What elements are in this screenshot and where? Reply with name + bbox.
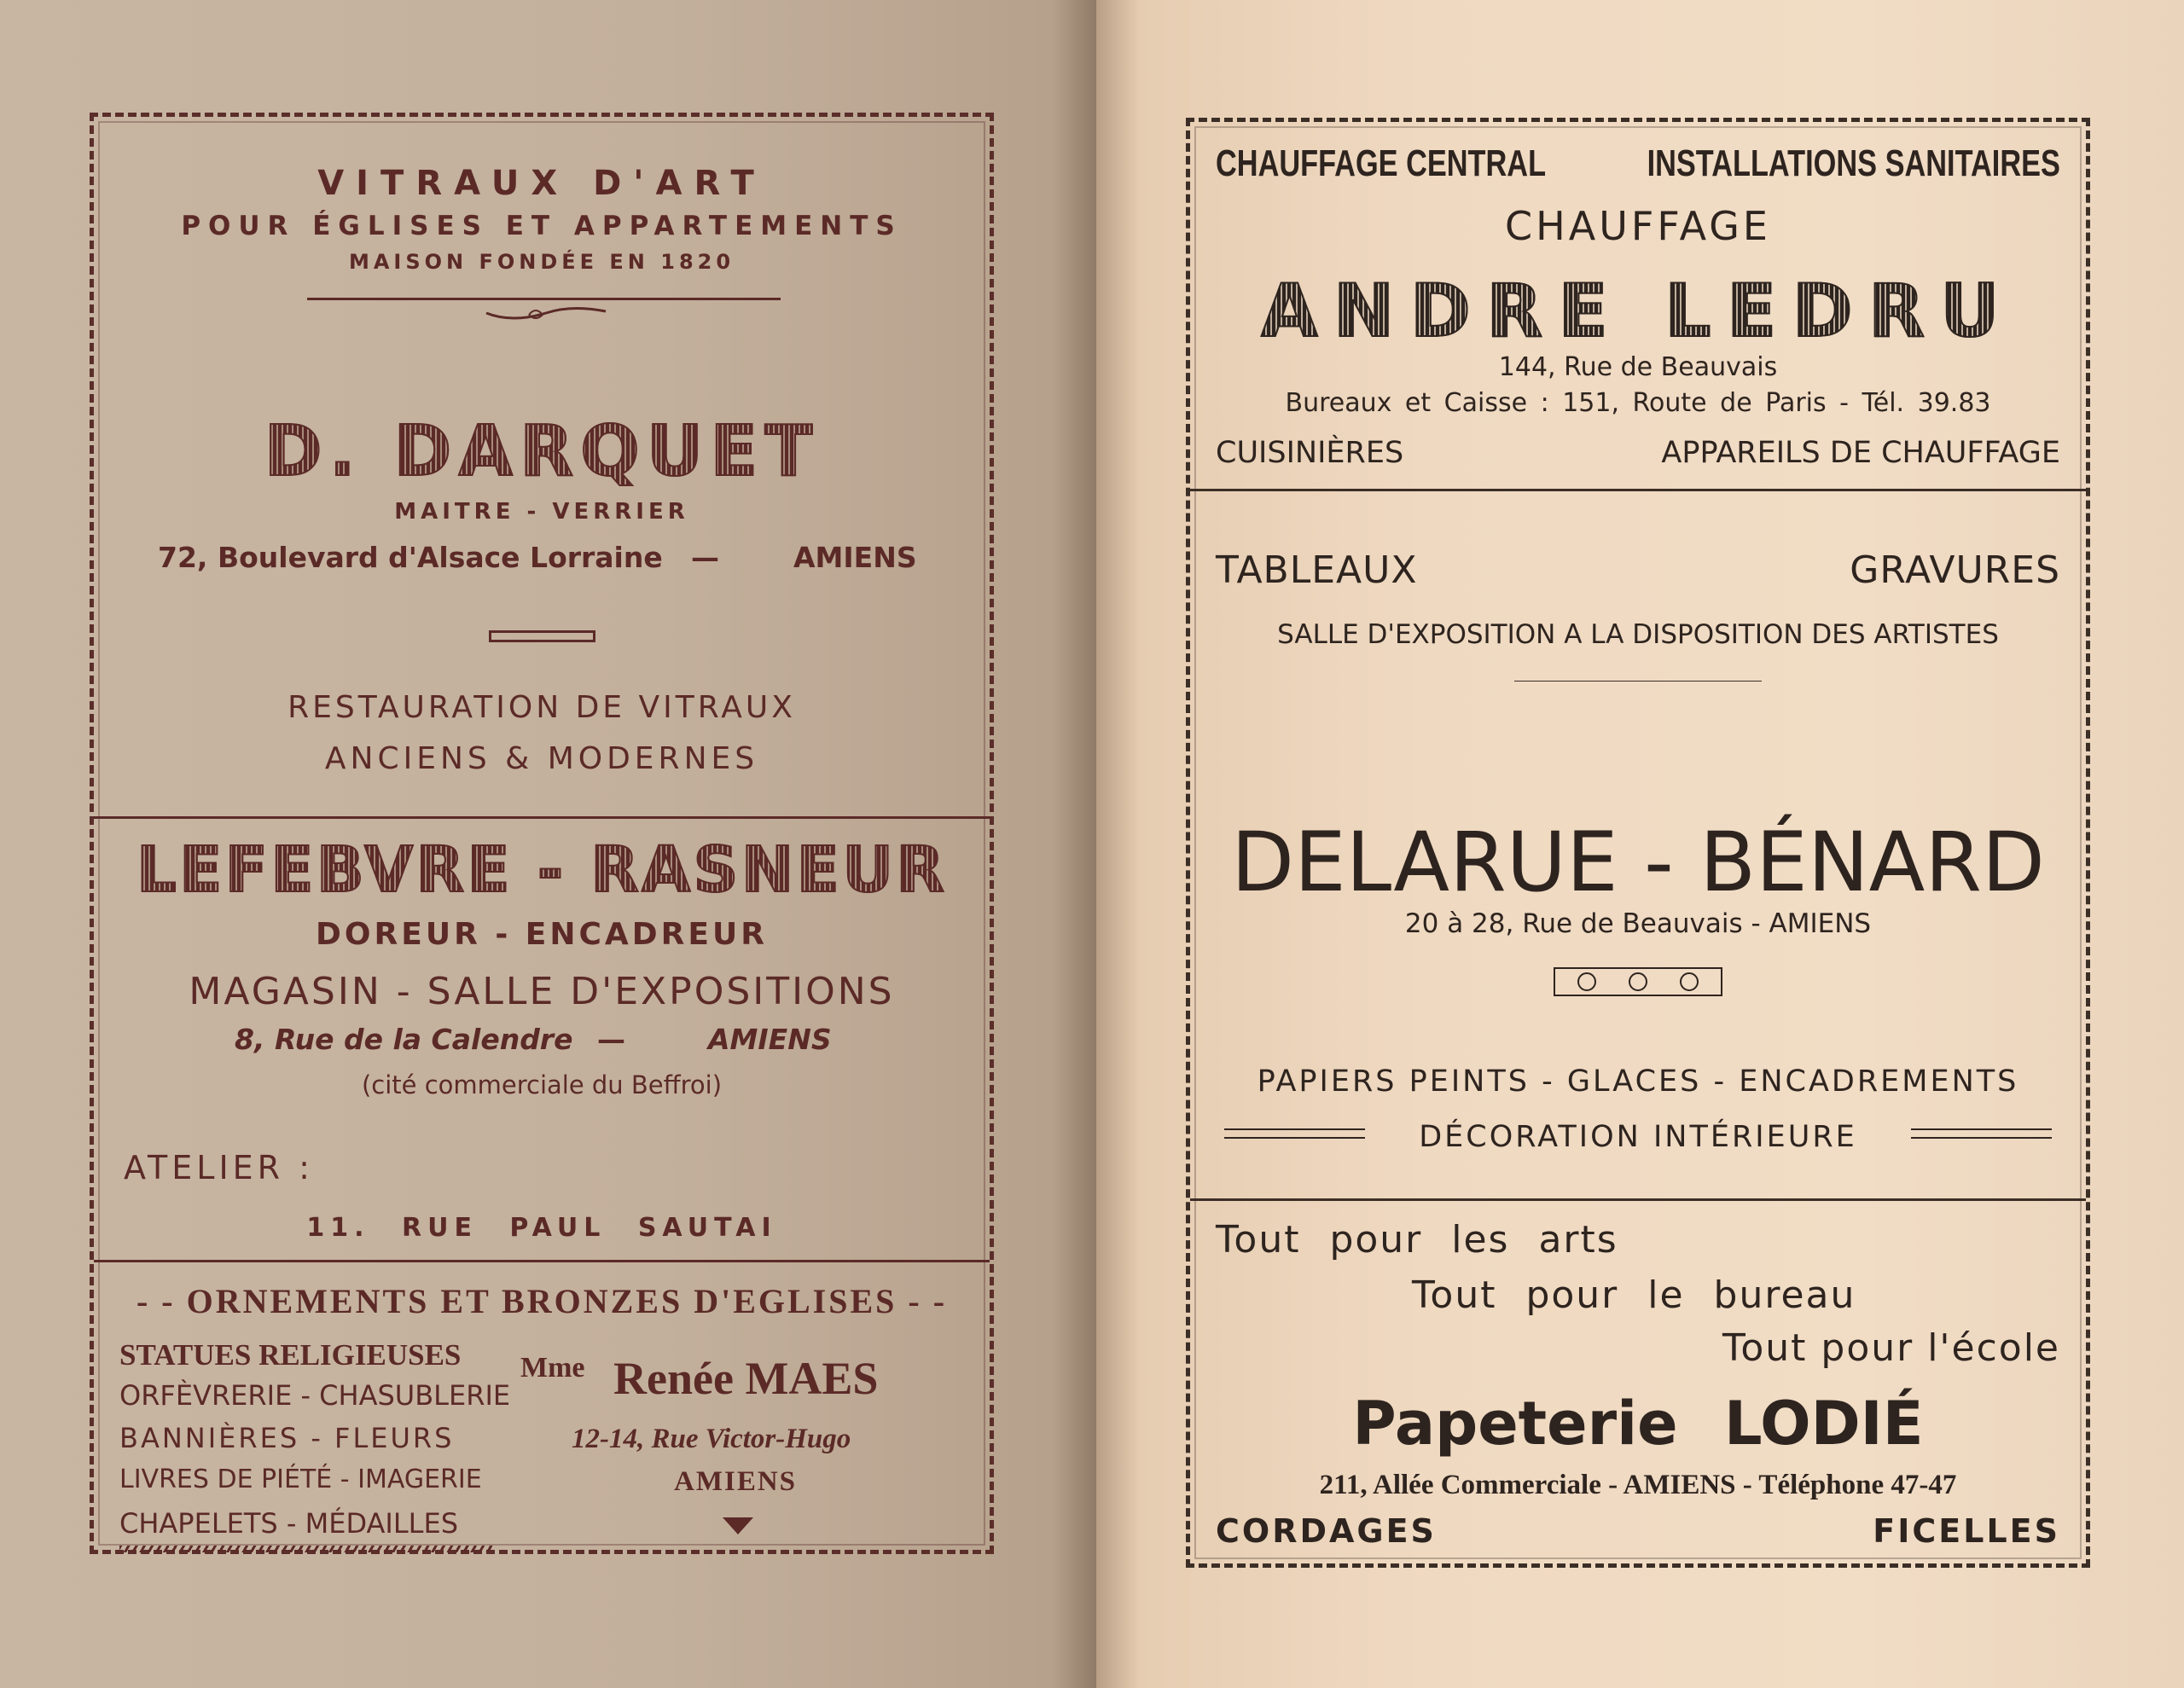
- darquet-name: D. DARQUET: [94, 411, 990, 492]
- lefebvre-address-city: AMIENS: [708, 1023, 832, 1056]
- section-divider-2: [94, 1260, 990, 1262]
- small-rule: [1514, 681, 1762, 682]
- ledru-name: ANDRE LEDRU: [1190, 269, 2086, 354]
- lefebvre-cite: (cité commerciale du Beffroi): [361, 1070, 723, 1099]
- delarue-name: DELARUE - BÉNARD: [1231, 815, 2045, 910]
- delarue-left-tag: TABLEAUX: [1216, 548, 1418, 592]
- section-divider-2: [1190, 1198, 2086, 1201]
- ledru-left-tag: CHAUFFAGE CENTRAL: [1216, 142, 1547, 184]
- ledru-address: 144, Rue de Beauvais: [1498, 352, 1778, 382]
- maes-item-1: STATUES RELIGIEUSES: [119, 1338, 462, 1372]
- lefebvre-shop: MAGASIN - SALLE D'EXPOSITIONS: [189, 970, 895, 1013]
- ledru-right-tag: INSTALLATIONS SANITAIRES: [1647, 142, 2060, 184]
- maes-item-4: LIVRES DE PIÉTÉ - IMAGERIE: [119, 1465, 482, 1494]
- right-ad-frame: [1186, 118, 2090, 1568]
- darquet-address-city: AMIENS: [793, 541, 917, 574]
- maes-item-2: ORFÈVRERIE - CHASUBLERIE: [119, 1379, 511, 1412]
- atelier-address: 11. RUE PAUL SAUTAI: [306, 1213, 777, 1243]
- lodie-name: Papeterie LODIÉ: [1352, 1389, 1924, 1459]
- restoration-line2: ANCIENS & MODERNES: [324, 741, 759, 776]
- delarue-address: 20 à 28, Rue de Beauvais - AMIENS: [1404, 908, 1872, 939]
- ledru-bottom-left: CUISINIÈRES: [1216, 436, 1404, 470]
- darquet-address-dash: —: [691, 541, 719, 574]
- ledru-category: CHAUFFAGE: [1505, 203, 1771, 249]
- maes-title-prefix: Mme: [520, 1352, 585, 1383]
- section-divider: [94, 816, 990, 819]
- lefebvre-address-street: 8, Rue de la Calendre: [235, 1023, 573, 1056]
- lodie-line2: Tout pour le bureau: [1412, 1273, 1856, 1317]
- atelier-label: ATELIER :: [124, 1149, 314, 1186]
- darquet-profession: MAITRE - VERRIER: [394, 499, 689, 525]
- maes-address-city: AMIENS: [674, 1466, 798, 1497]
- maes-item-3: BANNIÈRES - FLEURS: [119, 1422, 455, 1454]
- restoration-line1: RESTAURATION DE VITRAUX: [288, 690, 796, 725]
- lodie-address: 211, Allée Commerciale - AMIENS - Téléphone 47-47: [1319, 1470, 1957, 1500]
- left-ad-frame: [90, 113, 994, 1554]
- lefebvre-name: LEFEBVRE - RASNEUR: [94, 833, 990, 907]
- down-arrow-icon: [721, 1516, 755, 1536]
- maes-name: Renée MAES: [613, 1353, 879, 1404]
- delarue-right-tag: GRAVURES: [1850, 548, 2060, 592]
- vitraux-founded: MAISON FONDÉE EN 1820: [348, 250, 735, 274]
- delarue-decoration: DÉCORATION INTÉRIEURE: [1419, 1120, 1857, 1154]
- right-page: [1096, 0, 2184, 1688]
- delarue-papiers: PAPIERS PEINTS - GLACES - ENCADREMENTS: [1257, 1064, 2019, 1099]
- vitraux-title: VITRAUX D'ART: [317, 164, 766, 203]
- vitraux-subtitle: POUR ÉGLISES ET APPARTEMENTS: [181, 211, 903, 241]
- delarue-salle: SALLE D'EXPOSITION A LA DISPOSITION DES ARTISTES: [1277, 619, 1999, 650]
- lodie-bottom-left: CORDAGES: [1216, 1512, 1437, 1550]
- lodie-line1: Tout pour les arts: [1216, 1218, 1618, 1262]
- darquet-address-street: 72, Boulevard d'Alsace Lorraine: [158, 541, 663, 574]
- lodie-line3: Tout pour l'école: [1722, 1326, 2060, 1370]
- maes-heading: - - ORNEMENTS ET BRONZES D'EGLISES - -: [136, 1282, 948, 1320]
- maes-item-5: CHAPELETS - MÉDAILLES: [119, 1507, 459, 1540]
- floral-ornament: [1553, 966, 1723, 997]
- lodie-bottom-right: FICELLES: [1873, 1512, 2060, 1550]
- maes-address-street: 12-14, Rue Victor-Hugo: [572, 1424, 851, 1454]
- divider-line: [307, 298, 781, 300]
- lefebvre-address-dash: —: [597, 1023, 625, 1056]
- ledru-bureaux: Bureaux et Caisse : 151, Route de Paris - Tél. 39.83: [1285, 388, 1991, 418]
- flourish-ornament: [478, 301, 614, 327]
- ledru-bottom-right: APPAREILS DE CHAUFFAGE: [1661, 436, 2060, 470]
- lefebvre-profession: DOREUR - ENCADREUR: [316, 917, 768, 952]
- hatched-rule: [119, 1546, 495, 1552]
- section-divider: [1190, 489, 2086, 491]
- double-bar-ornament: [489, 630, 595, 642]
